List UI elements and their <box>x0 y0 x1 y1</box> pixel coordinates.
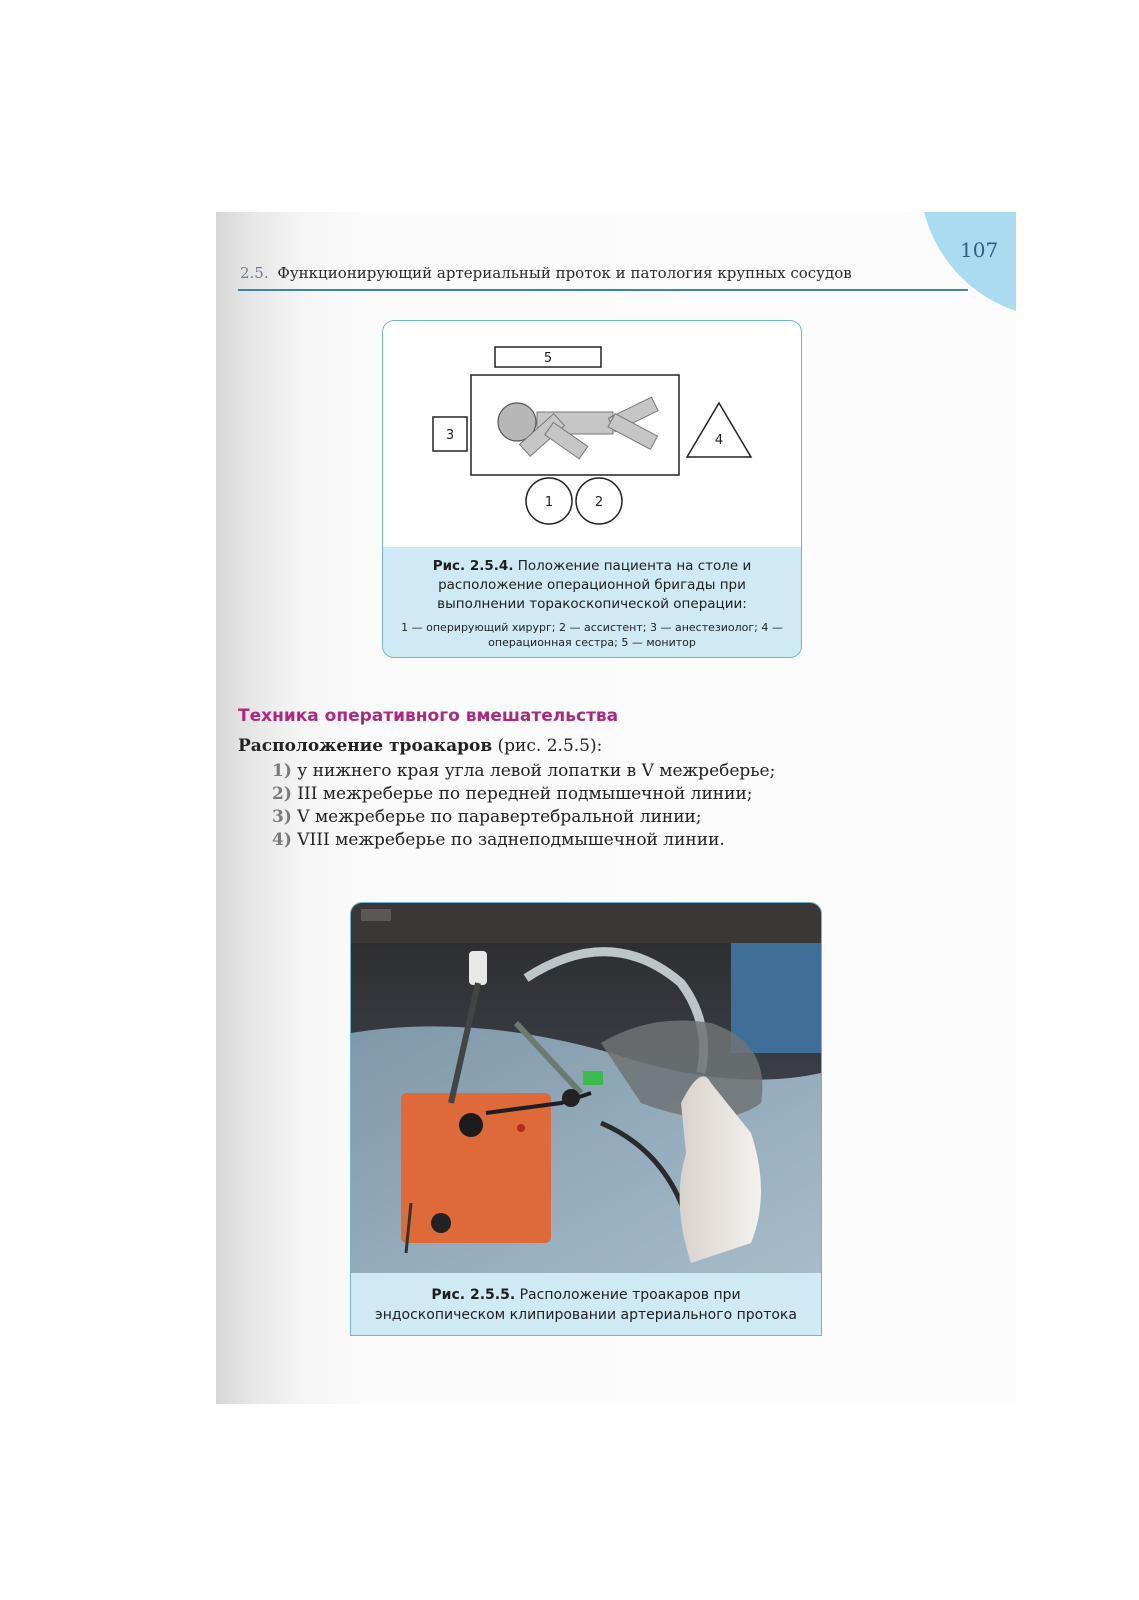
figure-2-5-5-caption <box>351 1275 821 1335</box>
trocar-list <box>272 760 775 852</box>
caption-label: Рис. 2.5.5. <box>431 1287 516 1303</box>
running-title: Функционирующий артериальный проток и патология крупных сосудов <box>277 264 852 282</box>
caption-label: Рис. 2.5.4. <box>432 558 514 574</box>
caption-legend: 1 — оперирующий хирург; 2 — ассистент; 3 — анестезиолог; 4 — операционная сестра; 5 — монитор <box>401 621 783 649</box>
figure-2-5-4 <box>382 320 802 658</box>
caption-main <box>397 557 787 614</box>
caption-main <box>371 1285 801 1325</box>
header-rule <box>238 289 968 291</box>
paragraph-ref: (рис. 2.5.5): <box>497 736 603 756</box>
paragraph-label: Расположение троакаров <box>238 736 493 756</box>
nurse-label: 4 <box>714 433 724 448</box>
list-item: 4) VIII межреберье по заднеподмышечной линии. <box>272 830 725 850</box>
section-number: 2.5. <box>240 264 269 282</box>
figure-2-5-5 <box>350 902 822 1336</box>
running-head <box>240 264 852 282</box>
list-item: 2) III межреберье по передней подмышечной линии; <box>272 784 753 804</box>
page-corner-tab <box>920 212 1016 318</box>
surgeon-label: 1 <box>544 495 554 510</box>
page-number: 107 <box>960 238 999 262</box>
caption-text: Расположение троакаров при эндоскопическом клипировании артериального протока <box>375 1287 797 1323</box>
nurse-triangle <box>687 403 751 457</box>
surgery-photo <box>351 903 821 1273</box>
caption-text: Положение пациента на столе и расположение операционной бригады при выполнении торакоскопической операции: <box>437 558 752 612</box>
operating-room-diagram <box>383 321 801 547</box>
section-title: Техника оперативного вмешательства <box>238 706 619 726</box>
anesthesiologist-label: 3 <box>445 428 455 443</box>
list-item: 1) у нижнего края угла левой лопатки в V межреберье; <box>272 761 776 781</box>
paragraph-title <box>238 736 602 756</box>
list-item: 3) V межреберье по паравертебральной линии; <box>272 807 702 827</box>
assistant-label: 2 <box>594 495 604 510</box>
figure-2-5-4-caption <box>383 547 801 657</box>
book-page <box>216 212 1016 1404</box>
monitor-label: 5 <box>543 351 553 366</box>
